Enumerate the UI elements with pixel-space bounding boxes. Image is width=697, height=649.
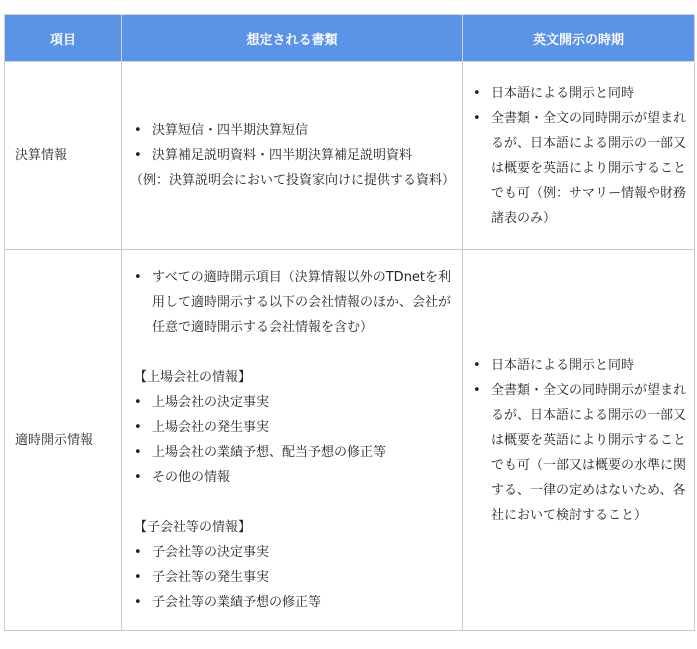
list-item: • 全書類・全文の同時開示が望まれるが、日本語による開示の一部又は概要を英語により開示することでも可（一部又は概要の水準に関する、一律の定めはないため、各社において検討すること）: [469, 378, 686, 528]
disclosure-table: [4, 14, 695, 631]
list-item: • 子会社等の業績予想の修正等: [130, 590, 454, 615]
group-title: 【子会社等の情報】: [134, 520, 252, 535]
header-item: 項目: [5, 15, 122, 62]
table-row: [5, 250, 695, 631]
list-item: • その他の情報: [130, 465, 454, 490]
header-timing: 英文開示の時期: [463, 15, 695, 62]
row-documents: [122, 62, 463, 250]
list-item: • 子会社等の発生事実: [130, 565, 454, 590]
row-timing: [463, 62, 695, 250]
list-item: • 日本語による開示と同時: [469, 81, 686, 106]
list-item: • 日本語による開示と同時: [469, 353, 686, 378]
example-note: （例：決算説明会において投資家向けに提供する資料）: [130, 173, 456, 188]
list-item: • 子会社等の決定事実: [130, 540, 454, 565]
table-header-row: [5, 15, 695, 62]
list-item: • 上場会社の発生事実: [130, 415, 454, 440]
row-documents: [122, 250, 463, 631]
list-item: • 決算補足説明資料・四半期決算補足説明資料: [130, 143, 454, 168]
list-item: • 上場会社の業績予想、配当予想の修正等: [130, 440, 454, 465]
list-item: • すべての適時開示項目（決算情報以外のTDnetを利用して適時開示する以下の会社情報のほか、会社が任意で適時開示する会社情報を含む）: [130, 265, 454, 340]
group-title: 【上場会社の情報】: [134, 370, 252, 385]
list-item: • 上場会社の決定事実: [130, 390, 454, 415]
row-timing: [463, 250, 695, 631]
table-row: [5, 62, 695, 250]
row-category: 適時開示情報: [5, 250, 122, 631]
list-item: • 全書類・全文の同時開示が望まれるが、日本語による開示の一部又は概要を英語により開示することでも可（例：サマリー情報や財務諸表のみ）: [469, 106, 686, 231]
row-category: 決算情報: [5, 62, 122, 250]
header-documents: 想定される書類: [122, 15, 463, 62]
list-item: • 決算短信・四半期決算短信: [130, 118, 454, 143]
